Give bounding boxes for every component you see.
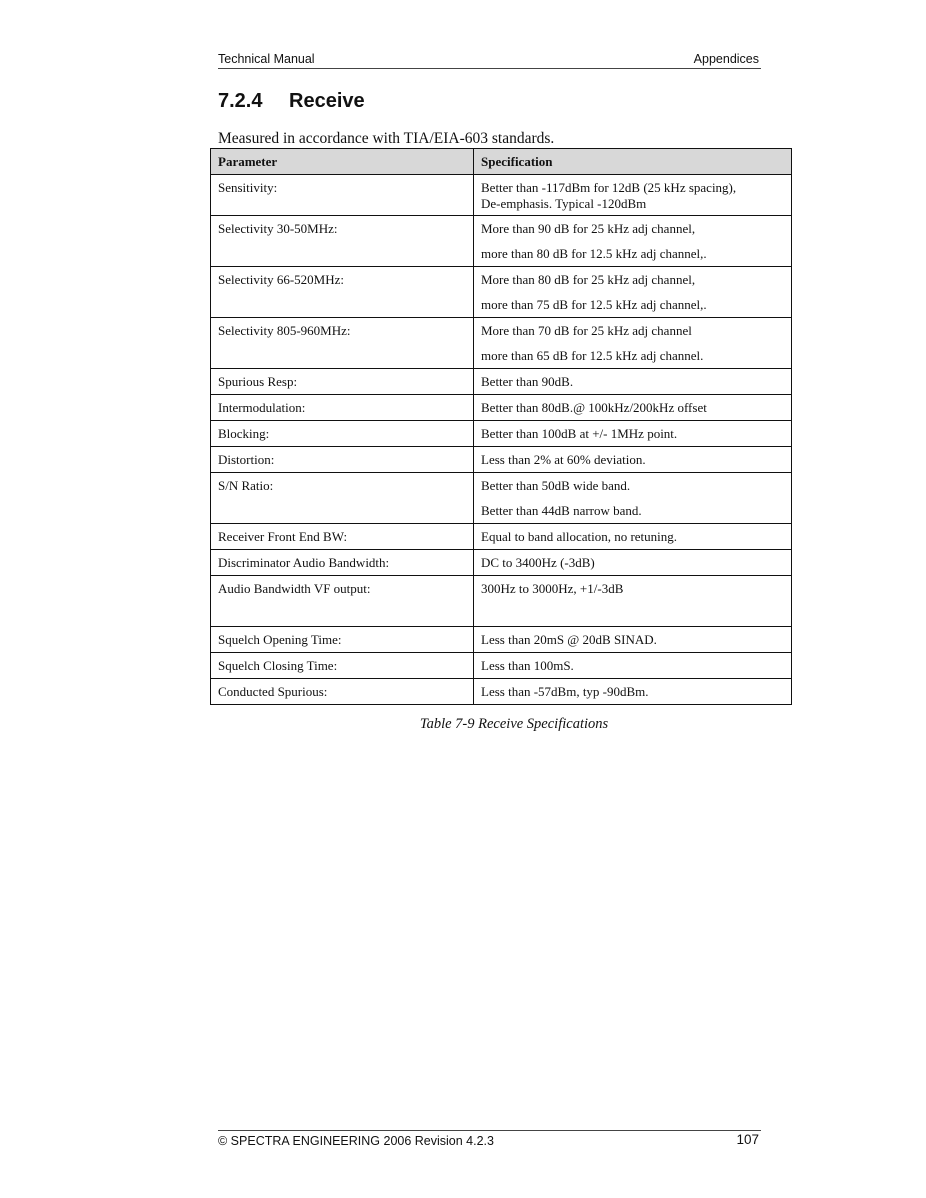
table-row: [211, 524, 792, 550]
header-right: Appendices: [693, 52, 759, 66]
section-number: 7.2.4: [218, 90, 263, 112]
specification-cell: [474, 267, 792, 318]
specification-line: more than 75 dB for 12.5 kHz adj channel,.: [481, 297, 707, 312]
page-footer: [218, 1130, 761, 1148]
specification-line: De-emphasis. Typical -120dBm: [481, 196, 647, 211]
specification-cell: [474, 653, 792, 679]
specification-cell: [474, 550, 792, 576]
parameter-cell: [211, 576, 474, 627]
parameter-text: Squelch Opening Time:: [218, 632, 342, 647]
specification-cell: [474, 627, 792, 653]
specification-cell: [474, 369, 792, 395]
specification-line: 300Hz to 3000Hz, +1/-3dB: [481, 581, 624, 596]
specification-line: Better than 90dB.: [481, 374, 574, 389]
parameter-text: Squelch Closing Time:: [218, 658, 338, 673]
specification-cell: [474, 421, 792, 447]
table-row: [211, 550, 792, 576]
table-caption: Table 7-9 Receive Specifications: [419, 716, 609, 732]
specification-line: More than 70 dB for 25 kHz adj channel: [481, 323, 692, 338]
specification-line: Less than 2% at 60% deviation.: [481, 452, 646, 467]
parameter-cell: [211, 473, 474, 524]
specification-cell: [474, 473, 792, 524]
table-row: [211, 576, 792, 627]
specification-line: Less than 100mS.: [481, 658, 574, 673]
section-title: Receive: [289, 90, 365, 112]
specification-line: Less than -57dBm, typ -90dBm.: [481, 684, 649, 699]
table-header-row: [211, 149, 792, 175]
column-header-specification: Specification: [474, 149, 792, 175]
parameter-text: Selectivity 66-520MHz:: [218, 272, 345, 287]
parameter-cell: [211, 369, 474, 395]
table-row: [211, 447, 792, 473]
specification-line: Better than 50dB wide band.: [481, 478, 631, 493]
column-header-parameter: Parameter: [211, 149, 474, 175]
specification-line: More than 90 dB for 25 kHz adj channel,: [481, 221, 696, 236]
table-row: [211, 318, 792, 369]
section-heading: [218, 90, 365, 113]
parameter-text: Distortion:: [218, 452, 275, 467]
parameter-text: Receiver Front End BW:: [218, 529, 348, 544]
parameter-cell: [211, 421, 474, 447]
parameter-cell: [211, 216, 474, 267]
specification-line: Equal to band allocation, no retuning.: [481, 529, 678, 544]
parameter-text: Discriminator Audio Bandwidth:: [218, 555, 390, 570]
specification-line: More than 80 dB for 25 kHz adj channel,: [481, 272, 696, 287]
page-number: 107: [736, 1132, 759, 1147]
specification-cell: [474, 175, 792, 216]
table-row: [211, 175, 792, 216]
specification-line: more than 65 dB for 12.5 kHz adj channel.: [481, 348, 704, 363]
specification-cell: [474, 524, 792, 550]
parameter-cell: [211, 550, 474, 576]
parameter-cell: [211, 679, 474, 705]
table-row: [211, 653, 792, 679]
specification-cell: [474, 395, 792, 421]
specification-line: more than 80 dB for 12.5 kHz adj channel,.: [481, 246, 707, 261]
parameter-text: S/N Ratio:: [218, 478, 274, 493]
specification-cell: [474, 679, 792, 705]
specification-line: Less than 20mS @ 20dB SINAD.: [481, 632, 657, 647]
table-row: [211, 395, 792, 421]
specification-line: DC to 3400Hz (-3dB): [481, 555, 595, 570]
parameter-text: Blocking:: [218, 426, 270, 441]
parameter-cell: [211, 524, 474, 550]
specification-line: Better than 44dB narrow band.: [481, 503, 642, 518]
table-row: [211, 473, 792, 524]
table-row: [211, 627, 792, 653]
specification-cell: [474, 216, 792, 267]
parameter-cell: [211, 447, 474, 473]
parameter-text: Conducted Spurious:: [218, 684, 328, 699]
parameter-cell: [211, 267, 474, 318]
specification-cell: [474, 318, 792, 369]
parameter-text: Audio Bandwidth VF output:: [218, 581, 371, 596]
page-header: [218, 50, 761, 69]
table-row: [211, 369, 792, 395]
table-row: [211, 421, 792, 447]
specification-cell: [474, 576, 792, 627]
footer-copyright: © SPECTRA ENGINEERING 2006 Revision 4.2.3: [218, 1134, 494, 1148]
parameter-text: Intermodulation:: [218, 400, 306, 415]
intro-text: Measured in accordance with TIA/EIA-603 standards.: [218, 130, 555, 147]
specification-line: Better than 100dB at +/- 1MHz point.: [481, 426, 678, 441]
specification-line: Better than 80dB.@ 100kHz/200kHz offset: [481, 400, 707, 415]
parameter-cell: [211, 318, 474, 369]
table-row: [211, 267, 792, 318]
specification-cell: [474, 447, 792, 473]
parameter-text: Selectivity 805-960MHz:: [218, 323, 351, 338]
table-row: [211, 216, 792, 267]
header-left: Technical Manual: [218, 52, 315, 66]
parameter-cell: [211, 395, 474, 421]
receive-spec-table: [210, 148, 792, 705]
parameter-text: Selectivity 30-50MHz:: [218, 221, 338, 236]
specification-line: Better than -117dBm for 12dB (25 kHz spacing),: [481, 180, 737, 195]
parameter-text: Sensitivity:: [218, 180, 278, 195]
specification-line: [481, 601, 784, 626]
parameter-cell: [211, 653, 474, 679]
parameter-cell: [211, 175, 474, 216]
parameter-cell: [211, 627, 474, 653]
parameter-text: Spurious Resp:: [218, 374, 298, 389]
table-row: [211, 679, 792, 705]
